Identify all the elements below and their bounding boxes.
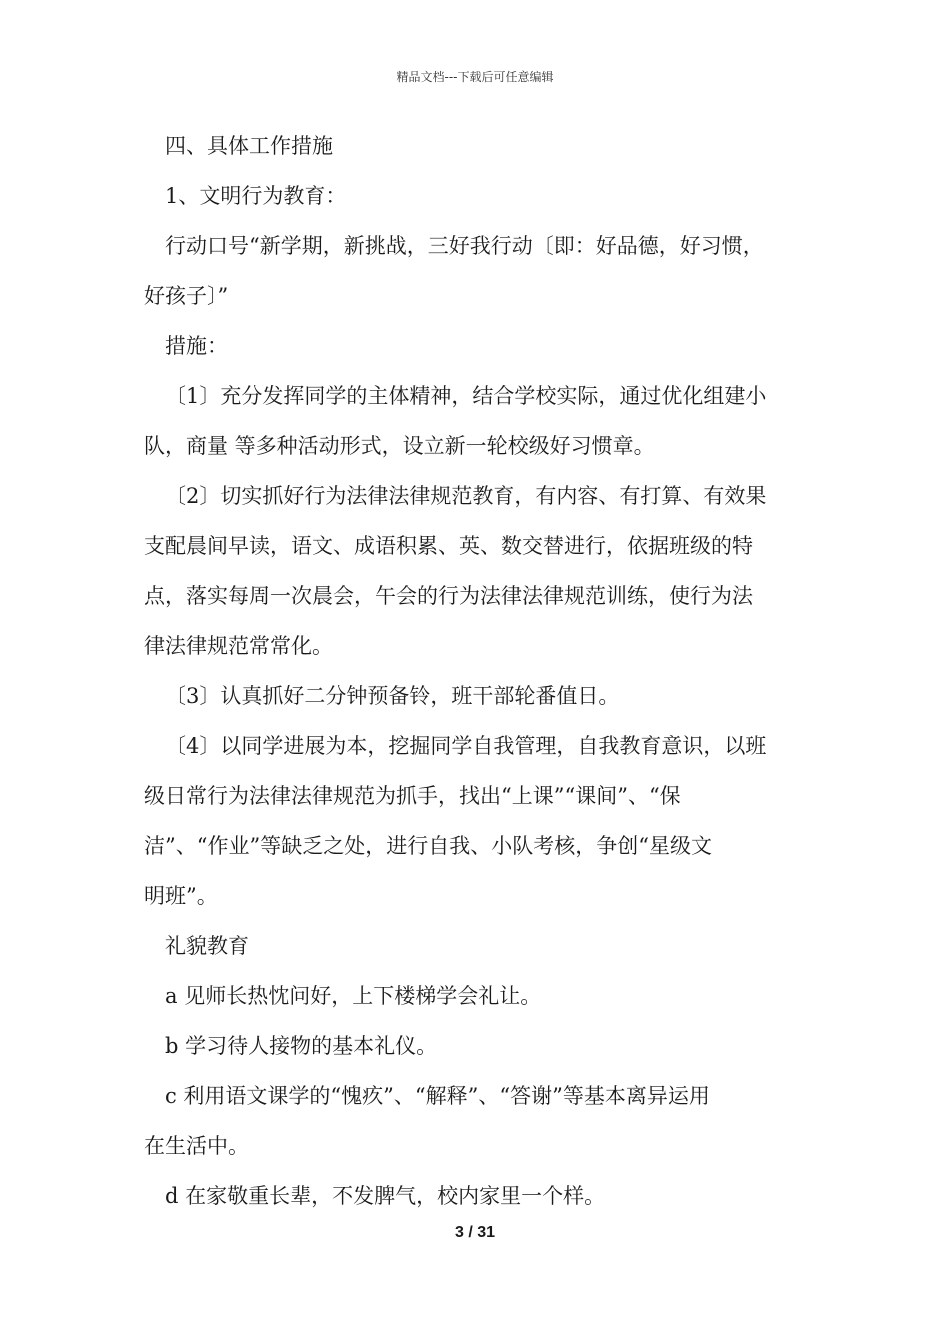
paragraph-line: 〔2〕切实抓好行为法律法律规范教育，有内容、有打算、有效果 — [165, 484, 767, 508]
list-item: c 利用语文课学的“愧疚”、“解释”、“答谢”等基本离异运用 — [165, 1084, 710, 1108]
paragraph-line: 洁”、“作业”等缺乏之处，进行自我、小队考核，争创“星级文 — [144, 834, 712, 858]
list-item: 在生活中。 — [144, 1134, 249, 1158]
paragraph-line: 律法律规范常常化。 — [144, 634, 333, 658]
paragraph-line: 明班”。 — [144, 884, 218, 908]
paragraph-line: 措施： — [165, 334, 228, 358]
list-item: a 见师长热忱问好，上下楼梯学会礼让。 — [165, 984, 542, 1008]
paragraph-line: 支配晨间早读，语文、成语积累、英、数交替进行，依据班级的特 — [144, 534, 753, 558]
paragraph-line: 行动口号“新学期，新挑战，三好我行动〔即：好品德，好习惯， — [165, 234, 764, 258]
paragraph-line: 〔4〕以同学进展为本，挖掘同学自我管理，自我教育意识，以班 — [165, 734, 767, 758]
list-item: d 在家敬重长辈，不发脾气，校内家里一个样。 — [165, 1184, 606, 1208]
paragraph-line: 级日常行为法律法律规范为抓手，找出“上课”“课间”、“保 — [144, 784, 681, 808]
section-heading: 四、具体工作措施 — [165, 134, 333, 158]
subsection-heading: 1、文明行为教育： — [165, 184, 347, 208]
subsection-heading: 礼貌教育 — [165, 934, 249, 958]
paragraph-line: 好孩子〕” — [144, 284, 229, 308]
paragraph-line: 〔3〕认真抓好二分钟预备铃，班干部轮番值日。 — [165, 684, 620, 708]
paragraph-line: 队，商量 等多种活动形式，设立新一轮校级好习惯章。 — [144, 434, 655, 458]
document-body — [144, 126, 814, 1226]
paragraph-line: 点，落实每周一次晨会，午会的行为法律法律规范训练，使行为法 — [144, 584, 753, 608]
page-number: 3 / 31 — [454, 1224, 496, 1241]
page-header: 精品文档---下载后可任意编辑 — [396, 70, 554, 84]
paragraph-line: 〔1〕充分发挥同学的主体精神，结合学校实际，通过优化组建小 — [165, 384, 767, 408]
list-item: b 学习待人接物的基本礼仪。 — [165, 1034, 438, 1058]
